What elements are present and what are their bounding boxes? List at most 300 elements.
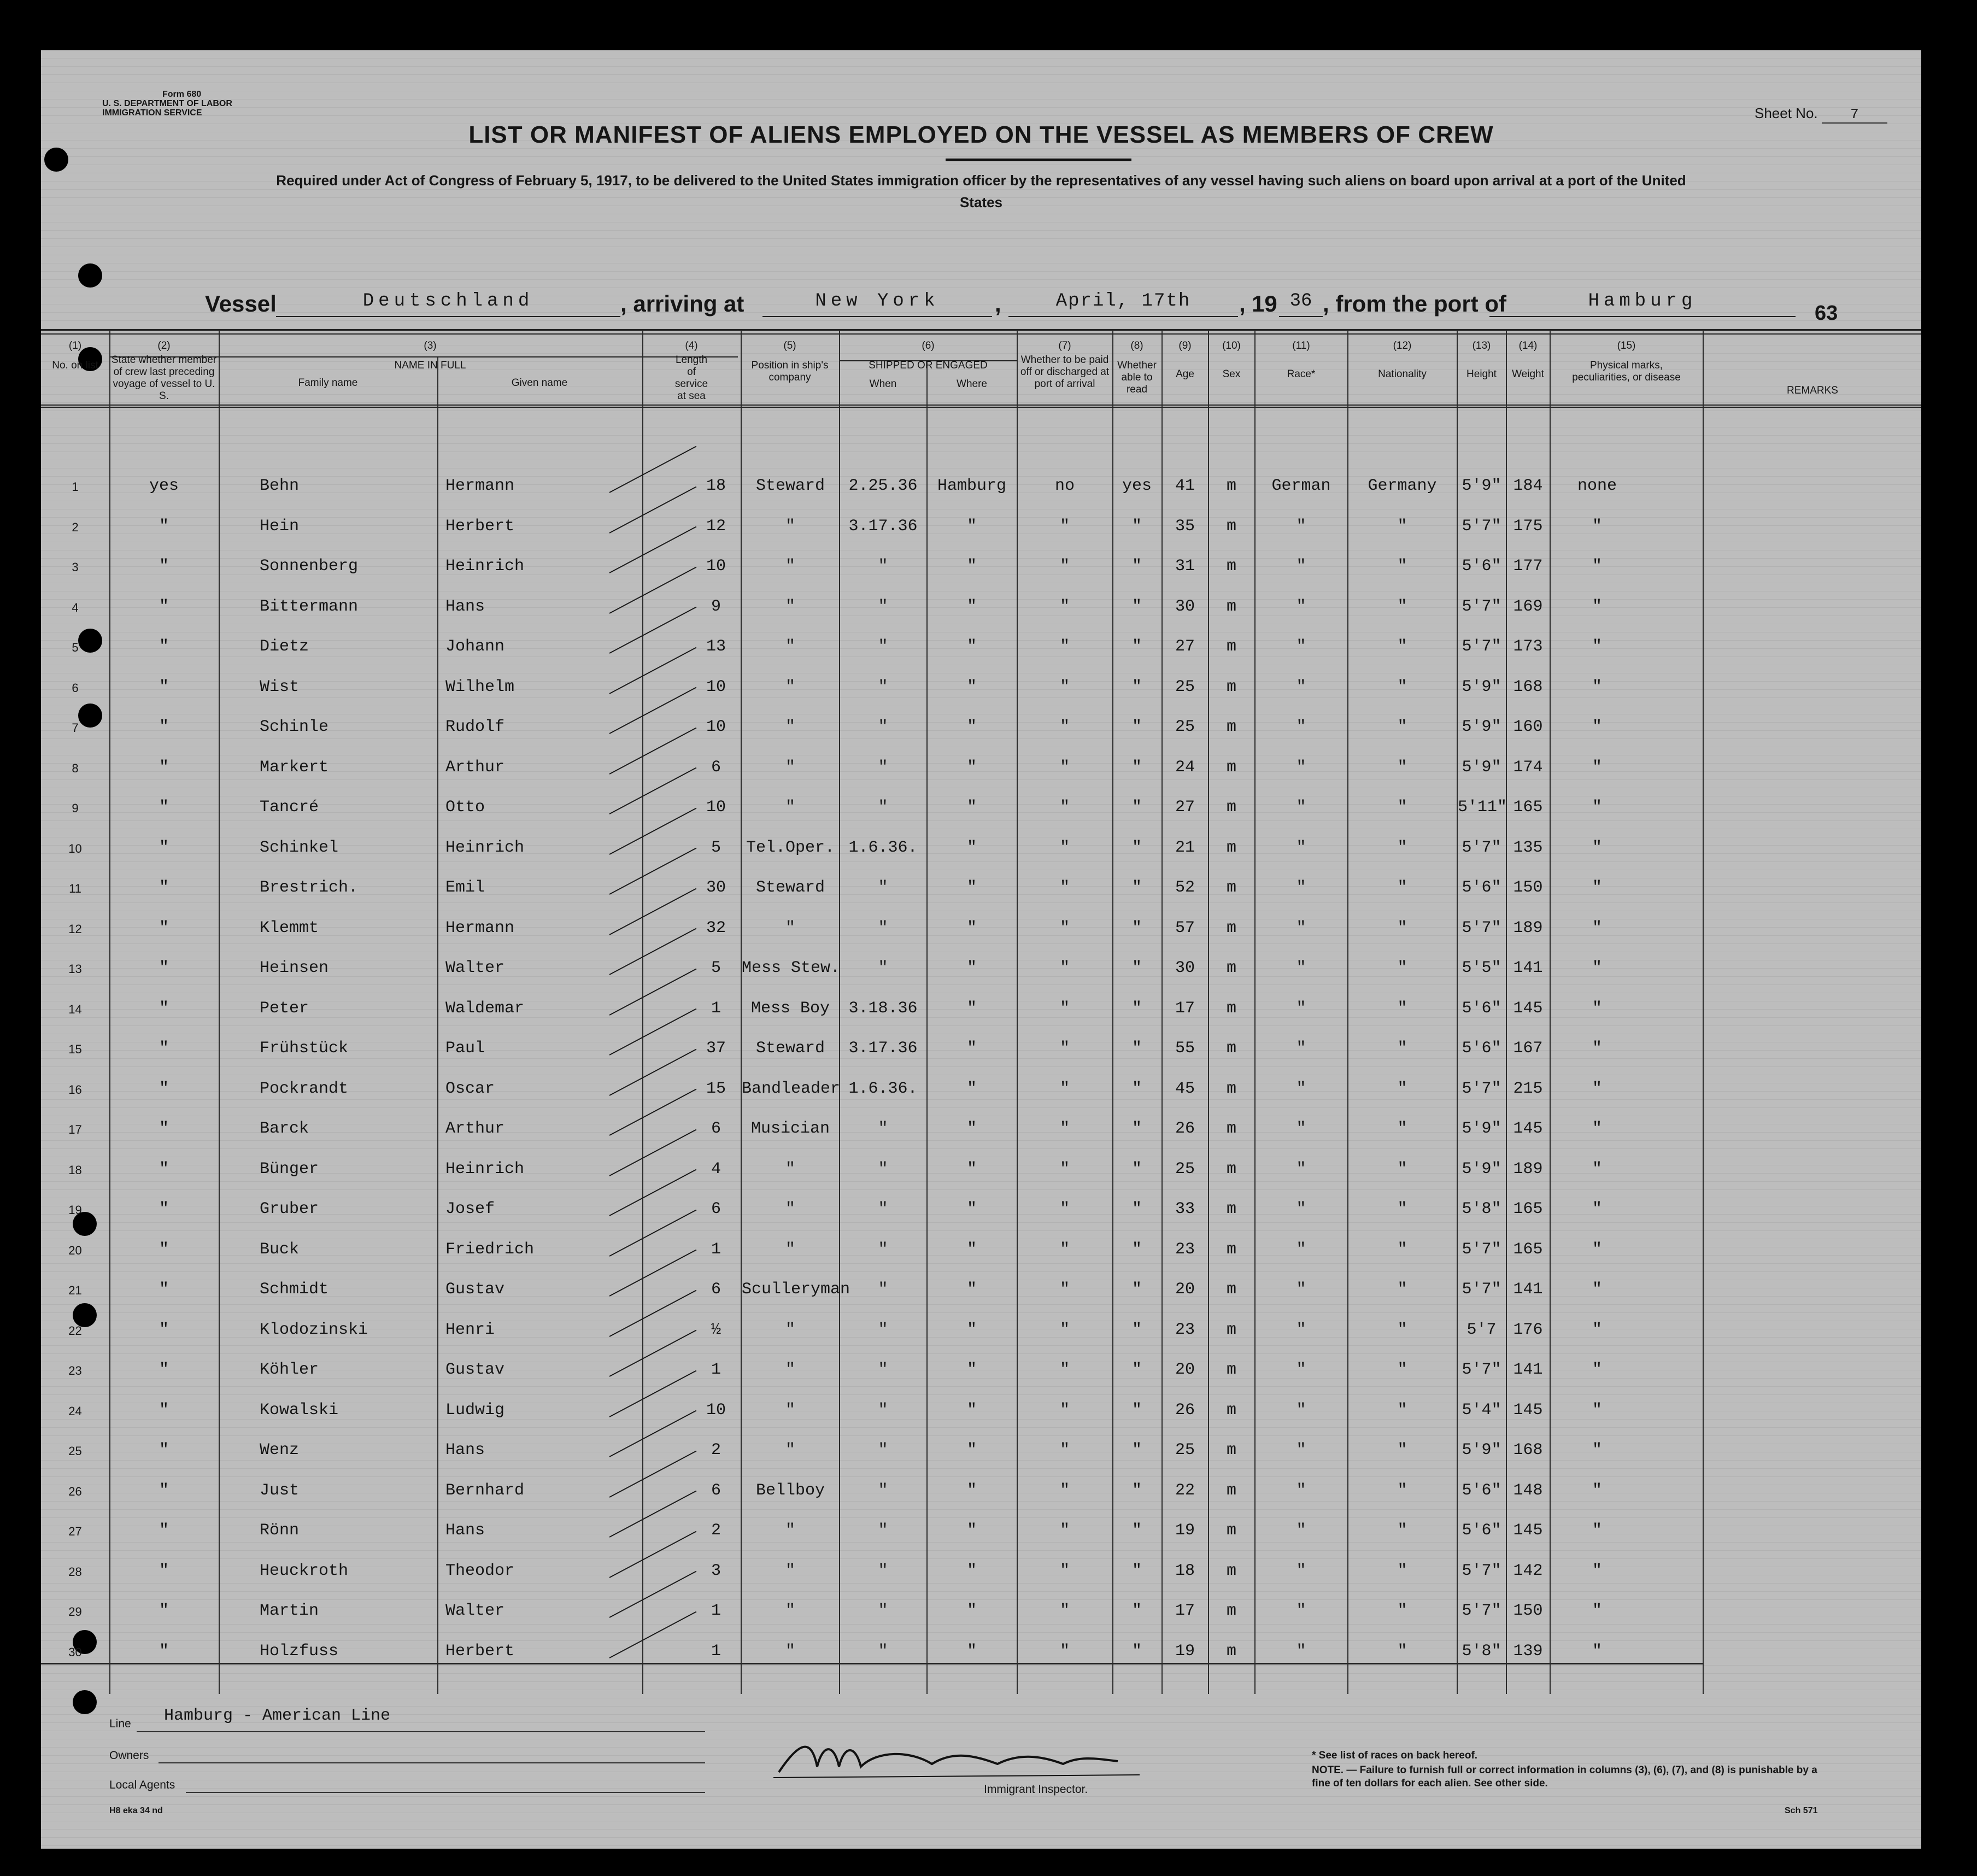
sheet-number <box>1755 105 1887 124</box>
col-header-given-name: Given name <box>511 377 568 389</box>
race-cell: " <box>1296 1361 1306 1379</box>
race-cell: " <box>1296 838 1306 857</box>
position-cell: " <box>785 557 795 576</box>
prev-voyage-cell: " <box>159 1602 169 1620</box>
where-cell: " <box>966 1441 977 1459</box>
row-number: 4 <box>72 600 79 614</box>
row-number: 14 <box>68 1002 82 1016</box>
height-cell: 5'6" <box>1462 1481 1501 1500</box>
table-row <box>41 1430 1921 1469</box>
prev-voyage-cell: " <box>159 1642 169 1661</box>
length-cell: 6 <box>711 1280 721 1299</box>
where-cell: " <box>966 758 977 777</box>
height-cell: 5'9" <box>1462 758 1501 777</box>
family-name-cell: Brestrich. <box>260 878 359 897</box>
height-cell: 5'11" <box>1458 798 1507 817</box>
where-cell: " <box>966 1521 977 1540</box>
table-row <box>41 506 1921 546</box>
weight-cell: 168 <box>1513 677 1543 696</box>
when-cell: " <box>878 1159 888 1179</box>
race-cell: " <box>1296 959 1306 977</box>
family-name-cell: Schinkel <box>260 838 339 857</box>
age-cell: 23 <box>1175 1240 1195 1259</box>
height-cell: 5'7" <box>1462 597 1501 616</box>
marks-cell: " <box>1592 637 1602 656</box>
sex-cell: m <box>1226 999 1236 1018</box>
prev-voyage-cell: " <box>159 878 169 897</box>
length-cell: 9 <box>711 597 721 616</box>
prev-voyage-cell: " <box>159 557 169 576</box>
when-cell: " <box>878 918 888 937</box>
marks-cell: " <box>1592 1079 1602 1098</box>
col-header-prev-voyage: (2) State whether member of crew last preceding voyage of vessel to U. S. <box>111 340 217 402</box>
marks-cell: " <box>1592 1200 1602 1218</box>
sex-cell: m <box>1226 1280 1236 1299</box>
prev-voyage-cell: " <box>159 1361 169 1379</box>
year-prefix: 19 <box>1252 291 1277 316</box>
fine-note: NOTE. — Failure to furnish full or correct information in columns (3), (6), (7), and (8) is punishable by a fine of ten dollars for each alien. See other side. <box>1312 1764 1817 1789</box>
sex-cell: m <box>1226 758 1236 777</box>
when-cell: " <box>878 718 888 736</box>
height-cell: 5'5" <box>1462 959 1501 977</box>
when-cell: " <box>878 1642 888 1661</box>
age-cell: 24 <box>1175 758 1195 777</box>
race-cell: " <box>1296 918 1306 937</box>
position-cell: Steward <box>755 1039 825 1058</box>
paid-off-cell: " <box>1059 758 1070 777</box>
prev-voyage-cell: " <box>159 1481 169 1500</box>
when-cell: 1.6.36. <box>848 838 918 857</box>
from-port-label: , from the port of <box>1323 291 1506 316</box>
row-number: 29 <box>68 1605 82 1619</box>
race-cell: " <box>1296 1521 1306 1540</box>
table-row <box>41 1109 1921 1148</box>
height-cell: 5'9" <box>1462 1119 1501 1138</box>
given-name-cell: Waldemar <box>445 999 525 1018</box>
inspector-signature-drawing <box>768 1734 1161 1789</box>
col-header-shipped: (6) SHIPPED OR ENGAGED <box>869 340 988 371</box>
marks-cell: " <box>1592 1361 1602 1379</box>
table-header-rule <box>41 407 1921 408</box>
where-cell: " <box>966 1561 977 1580</box>
length-cell: 10 <box>706 677 726 696</box>
when-cell: " <box>878 798 888 817</box>
marks-cell: " <box>1592 838 1602 857</box>
weight-cell: 141 <box>1513 1361 1543 1379</box>
when-cell: " <box>878 637 888 656</box>
height-cell: 5'7" <box>1462 1240 1501 1259</box>
where-cell: " <box>966 959 977 977</box>
age-cell: 35 <box>1175 517 1195 536</box>
nationality-cell: " <box>1397 597 1407 616</box>
family-name-cell: Behn <box>260 477 300 495</box>
nationality-cell: " <box>1397 1361 1407 1379</box>
read-cell: " <box>1131 1119 1142 1138</box>
position-cell: Steward <box>755 878 825 897</box>
marks-cell: " <box>1592 1642 1602 1661</box>
vessel-name: Deutschland <box>276 291 620 317</box>
nationality-cell: " <box>1397 718 1407 736</box>
family-name-cell: Dietz <box>260 637 309 656</box>
col-header-position: (5) Position in ship's company <box>751 340 829 383</box>
given-name-cell: Emil <box>445 878 485 897</box>
weight-cell: 150 <box>1513 1602 1543 1620</box>
age-cell: 22 <box>1175 1481 1195 1500</box>
where-cell: " <box>966 557 977 576</box>
read-cell: " <box>1131 637 1142 656</box>
table-row <box>41 626 1921 666</box>
paid-off-cell: " <box>1059 1481 1070 1500</box>
table-row <box>41 707 1921 746</box>
paid-off-cell: no <box>1054 477 1075 495</box>
position-cell: " <box>785 1159 795 1179</box>
given-name-cell: Gustav <box>445 1280 505 1299</box>
position-cell: Musician <box>750 1119 830 1138</box>
read-cell: " <box>1131 1441 1142 1459</box>
age-cell: 17 <box>1175 999 1195 1018</box>
table-row <box>41 546 1921 585</box>
position-cell: " <box>785 718 795 736</box>
race-cell: " <box>1296 1280 1306 1299</box>
marks-cell: " <box>1592 517 1602 536</box>
nationality-cell: Germany <box>1368 477 1437 495</box>
sex-cell: m <box>1226 1441 1236 1459</box>
prev-voyage-cell: " <box>159 1280 169 1299</box>
position-cell: " <box>785 1561 795 1580</box>
family-name-cell: Köhler <box>260 1361 319 1379</box>
given-name-cell: Arthur <box>445 1119 505 1138</box>
when-cell: " <box>878 1320 888 1339</box>
sex-cell: m <box>1226 1200 1236 1218</box>
table-row <box>41 1028 1921 1068</box>
race-cell: " <box>1296 1119 1306 1138</box>
given-name-cell: Walter <box>445 1602 505 1620</box>
length-cell: 15 <box>706 1079 726 1098</box>
read-cell: " <box>1131 878 1142 897</box>
age-cell: 52 <box>1175 878 1195 897</box>
family-name-cell: Schinle <box>260 718 329 736</box>
length-cell: 37 <box>706 1039 726 1058</box>
table-row <box>41 828 1921 867</box>
table-row <box>41 1350 1921 1389</box>
marks-cell: " <box>1592 1240 1602 1259</box>
given-name-cell: Herbert <box>445 1642 515 1661</box>
age-cell: 27 <box>1175 637 1195 656</box>
weight-cell: 139 <box>1513 1642 1543 1661</box>
sex-cell: m <box>1226 1320 1236 1339</box>
age-cell: 23 <box>1175 1320 1195 1339</box>
weight-cell: 189 <box>1513 918 1543 937</box>
length-cell: 5 <box>711 959 721 977</box>
position-cell: Mess Stew. <box>742 959 841 977</box>
given-name-cell: Heinrich <box>445 838 525 857</box>
where-cell: " <box>966 1079 977 1098</box>
age-cell: 41 <box>1175 477 1195 495</box>
race-cell: " <box>1296 597 1306 616</box>
height-cell: 5'6" <box>1462 1039 1501 1058</box>
when-cell: 2.25.36 <box>848 477 918 495</box>
nationality-cell: " <box>1397 1441 1407 1459</box>
table-row <box>41 1470 1921 1510</box>
table-row <box>41 1631 1921 1670</box>
sex-cell: m <box>1226 1642 1236 1661</box>
age-cell: 26 <box>1175 1119 1195 1138</box>
weight-cell: 142 <box>1513 1561 1543 1580</box>
race-cell: " <box>1296 1602 1306 1620</box>
given-name-cell: Heinrich <box>445 557 525 576</box>
age-cell: 45 <box>1175 1079 1195 1098</box>
prev-voyage-cell: yes <box>149 477 179 495</box>
row-number: 15 <box>68 1042 82 1056</box>
sex-cell: m <box>1226 1079 1236 1098</box>
nationality-cell: " <box>1397 959 1407 977</box>
position-cell: " <box>785 918 795 937</box>
length-cell: 6 <box>711 1481 721 1500</box>
race-cell: " <box>1296 1079 1306 1098</box>
local-agents-label: Local Agents <box>109 1779 175 1791</box>
position-cell: " <box>785 1441 795 1459</box>
row-number: 25 <box>68 1444 82 1458</box>
row-number: 12 <box>68 922 82 936</box>
table-row <box>41 466 1921 505</box>
family-name-cell: Martin <box>260 1602 319 1620</box>
where-cell: " <box>966 1200 977 1218</box>
position-cell: Tel.Oper. <box>746 838 835 857</box>
length-cell: 13 <box>706 637 726 656</box>
prev-voyage-cell: " <box>159 1400 169 1420</box>
family-name-cell: Rönn <box>260 1521 300 1540</box>
race-cell: " <box>1296 1642 1306 1661</box>
weight-cell: 168 <box>1513 1441 1543 1459</box>
marks-cell: " <box>1592 677 1602 696</box>
row-number: 17 <box>68 1123 82 1136</box>
weight-cell: 184 <box>1513 477 1543 495</box>
family-name-cell: Markert <box>260 758 329 777</box>
age-cell: 55 <box>1175 1039 1195 1058</box>
position-cell: " <box>785 758 795 777</box>
age-cell: 26 <box>1175 1400 1195 1420</box>
nationality-cell: " <box>1397 677 1407 696</box>
col-header-physical-marks: (15) Physical marks, peculiarities, or disease <box>1572 340 1681 383</box>
where-cell: " <box>966 1240 977 1259</box>
position-cell: " <box>785 1400 795 1420</box>
age-cell: 30 <box>1175 597 1195 616</box>
sex-cell: m <box>1226 878 1236 897</box>
marks-cell: " <box>1592 597 1602 616</box>
sex-cell: m <box>1226 1240 1236 1259</box>
weight-cell: 160 <box>1513 718 1543 736</box>
when-cell: " <box>878 1521 888 1540</box>
race-cell: " <box>1296 1039 1306 1058</box>
given-name-cell: Rudolf <box>445 718 505 736</box>
paid-off-cell: " <box>1059 1200 1070 1218</box>
paid-off-cell: " <box>1059 1240 1070 1259</box>
age-cell: 27 <box>1175 798 1195 817</box>
length-cell: 6 <box>711 1119 721 1138</box>
age-cell: 31 <box>1175 557 1195 576</box>
family-name-cell: Schmidt <box>260 1280 329 1299</box>
title-rule <box>946 159 1131 161</box>
nationality-cell: " <box>1397 557 1407 576</box>
col-header-age: (9) Age <box>1176 340 1194 380</box>
sex-cell: m <box>1226 677 1236 696</box>
read-cell: " <box>1131 1521 1142 1540</box>
prev-voyage-cell: " <box>159 798 169 817</box>
age-cell: 25 <box>1175 1159 1195 1179</box>
age-cell: 25 <box>1175 1441 1195 1459</box>
race-cell: " <box>1296 1159 1306 1179</box>
position-cell: " <box>785 1240 795 1259</box>
prev-voyage-cell: " <box>159 838 169 857</box>
when-cell: " <box>878 878 888 897</box>
marks-cell: " <box>1592 878 1602 897</box>
paid-off-cell: " <box>1059 1320 1070 1339</box>
given-name-cell: Hans <box>445 597 485 616</box>
paid-off-cell: " <box>1059 637 1070 656</box>
family-name-cell: Frühstück <box>260 1039 349 1058</box>
col-header-name: (3) NAME IN FULL <box>394 340 466 371</box>
family-name-cell: Heuckroth <box>260 1561 349 1580</box>
marks-cell: " <box>1592 1521 1602 1540</box>
read-cell: " <box>1131 758 1142 777</box>
nationality-cell: " <box>1397 637 1407 656</box>
family-name-cell: Hein <box>260 517 300 536</box>
nationality-cell: " <box>1397 1159 1407 1179</box>
height-cell: 5'4" <box>1462 1400 1501 1420</box>
paid-off-cell: " <box>1059 1079 1070 1098</box>
race-cell: " <box>1296 1441 1306 1459</box>
row-number: 26 <box>68 1484 82 1498</box>
height-cell: 5'7" <box>1462 517 1501 536</box>
col-header-read: (8) Whether able to read <box>1117 340 1157 395</box>
col-header-length: (4) Length of service at sea <box>674 340 708 402</box>
binder-hole <box>78 263 102 288</box>
given-name-cell: Heinrich <box>445 1159 525 1179</box>
read-cell: " <box>1131 1079 1142 1098</box>
age-cell: 20 <box>1175 1361 1195 1379</box>
race-list-note: * See list of races on back hereof. <box>1312 1750 1478 1761</box>
length-cell: 2 <box>711 1441 721 1459</box>
weight-cell: 175 <box>1513 517 1543 536</box>
race-cell: " <box>1296 1481 1306 1500</box>
sex-cell: m <box>1226 1119 1236 1138</box>
read-cell: " <box>1131 1561 1142 1580</box>
sex-cell: m <box>1226 1521 1236 1540</box>
sex-cell: m <box>1226 718 1236 736</box>
race-cell: " <box>1296 517 1306 536</box>
nationality-cell: " <box>1397 1119 1407 1138</box>
when-cell: " <box>878 1240 888 1259</box>
table-row <box>41 948 1921 987</box>
paid-off-cell: " <box>1059 1280 1070 1299</box>
height-cell: 5'6" <box>1462 999 1501 1018</box>
race-cell: " <box>1296 718 1306 736</box>
sex-cell: m <box>1226 1361 1236 1379</box>
weight-cell: 145 <box>1513 1400 1543 1420</box>
when-cell: " <box>878 1481 888 1500</box>
nationality-cell: " <box>1397 758 1407 777</box>
row-number: 24 <box>68 1404 82 1418</box>
table-row <box>41 1510 1921 1550</box>
prev-voyage-cell: " <box>159 1240 169 1259</box>
row-number: 28 <box>68 1564 82 1579</box>
page-title: LIST OR MANIFEST OF ALIENS EMPLOYED ON THE VESSEL AS MEMBERS OF CREW <box>468 121 1494 148</box>
page-subtitle: Required under Act of Congress of February 5, 1917, to be delivered to the United States immigration officer by the representatives of any vessel having such aliens on board upon arrival at a port of the United States <box>276 172 1686 210</box>
position-cell: " <box>785 1200 795 1218</box>
read-cell: " <box>1131 718 1142 736</box>
table-row <box>41 1149 1921 1188</box>
given-name-cell: Hermann <box>445 477 515 495</box>
paid-off-cell: " <box>1059 1561 1070 1580</box>
col-header-height: (13) Height <box>1466 340 1497 380</box>
height-cell: 5'9" <box>1462 1159 1501 1179</box>
table-row <box>41 1069 1921 1108</box>
row-number: 19 <box>68 1203 82 1217</box>
where-cell: " <box>966 1481 977 1500</box>
race-cell: " <box>1296 1240 1306 1259</box>
position-cell: " <box>785 517 795 536</box>
arrival-port: New York <box>762 291 992 317</box>
prev-voyage-cell: " <box>159 1521 169 1540</box>
nationality-cell: " <box>1397 517 1407 536</box>
height-cell: 5'8" <box>1462 1200 1501 1218</box>
paid-off-cell: " <box>1059 1602 1070 1620</box>
paid-off-cell: " <box>1059 1521 1070 1540</box>
position-cell: Bandleader <box>742 1079 841 1098</box>
prev-voyage-cell: " <box>159 718 169 736</box>
nationality-cell: " <box>1397 1200 1407 1218</box>
read-cell: " <box>1131 838 1142 857</box>
col-header-when: When <box>869 378 897 390</box>
length-cell: 1 <box>711 999 721 1018</box>
table-top-rule <box>41 333 1921 335</box>
marks-cell: " <box>1592 999 1602 1018</box>
weight-cell: 145 <box>1513 1521 1543 1540</box>
read-cell: " <box>1131 1642 1142 1661</box>
weight-cell: 174 <box>1513 758 1543 777</box>
position-cell: " <box>785 1361 795 1379</box>
paid-off-cell: " <box>1059 959 1070 977</box>
sex-cell: m <box>1226 517 1236 536</box>
nationality-cell: " <box>1397 999 1407 1018</box>
position-cell: Steward <box>755 477 825 495</box>
table-row <box>41 1390 1921 1429</box>
where-cell: " <box>966 1320 977 1339</box>
arriving-label: , arriving at <box>620 291 744 316</box>
where-cell: " <box>966 597 977 616</box>
marks-cell: " <box>1592 1481 1602 1500</box>
age-cell: 21 <box>1175 838 1195 857</box>
row-number: 6 <box>72 681 79 695</box>
prev-voyage-cell: " <box>159 1320 169 1339</box>
weight-cell: 165 <box>1513 1240 1543 1259</box>
marks-cell: " <box>1592 557 1602 576</box>
marks-cell: " <box>1592 1119 1602 1138</box>
given-name-cell: Oscar <box>445 1079 495 1098</box>
prev-voyage-cell: " <box>159 758 169 777</box>
length-cell: 1 <box>711 1240 721 1259</box>
read-cell: " <box>1131 597 1142 616</box>
marks-cell: " <box>1592 1320 1602 1339</box>
col-header-family-name: Family name <box>298 377 358 389</box>
when-cell: " <box>878 1602 888 1620</box>
read-cell: " <box>1131 1361 1142 1379</box>
row-number: 18 <box>68 1163 82 1177</box>
paid-off-cell: " <box>1059 1119 1070 1138</box>
where-cell: Hamburg <box>937 477 1007 495</box>
age-cell: 17 <box>1175 1602 1195 1620</box>
paid-off-cell: " <box>1059 517 1070 536</box>
